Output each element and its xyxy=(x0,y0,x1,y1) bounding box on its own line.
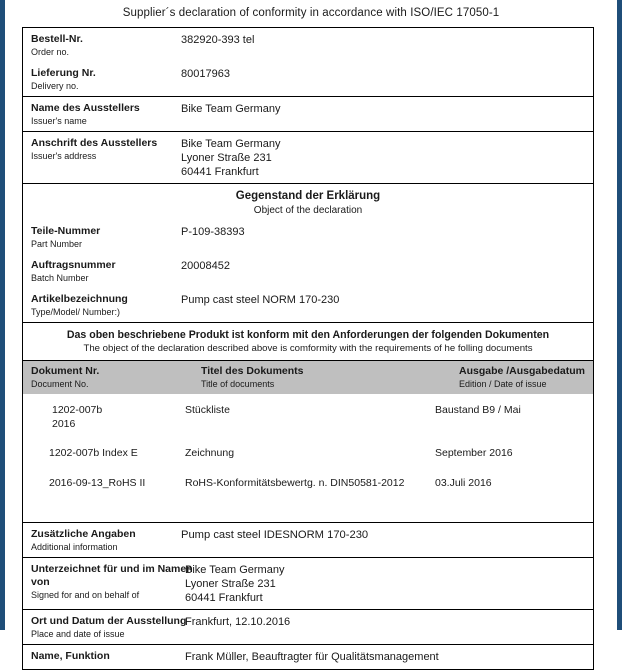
field-article-designation xyxy=(23,288,593,322)
field-batch-number xyxy=(23,254,593,288)
table-row-edition-wrap: 2016 xyxy=(52,417,76,430)
field-part-number xyxy=(23,220,593,254)
field-issuer-name-values xyxy=(179,102,593,117)
documents-table-header-document-no-de: Dokument Nr. xyxy=(31,365,100,377)
conformity-statement-de: Das oben beschriebene Produkt ist konform mit den Anforderungen der folgenden Dokumenten xyxy=(66,329,550,341)
table-row xyxy=(23,477,593,491)
field-issuer-name-label-de: Name des Ausstellers xyxy=(31,102,140,114)
band-signed-for xyxy=(23,558,593,610)
documents-table-header-title xyxy=(193,361,451,394)
field-place-date-of-issue-value: Frankfurt, 12.10.2016 xyxy=(185,616,291,628)
conformity-statement-en: The object of the declaration described above is comformity with the requirements of he folling documents xyxy=(83,343,533,354)
field-issuer-address-line-1: Bike Team Germany xyxy=(181,138,281,150)
field-order-no-label-en: Order no. xyxy=(31,47,70,57)
field-batch-number-values xyxy=(179,259,593,274)
table-row-edition: September 2016 xyxy=(435,447,513,459)
documents-table-header-title-en: Title of documents xyxy=(201,379,275,389)
page-title: Supplier´s declaration of conformity in accordance with ISO/IEC 17050-1 xyxy=(122,7,500,19)
page-edge-bar-left xyxy=(0,0,5,630)
field-batch-number-labels xyxy=(23,259,179,284)
table-row-title: Zeichnung xyxy=(185,447,235,459)
field-place-date-of-issue-values xyxy=(183,615,593,630)
documents-table-head xyxy=(23,361,593,394)
field-additional-information-labels xyxy=(23,528,179,553)
field-issuer-name-label-en: Issuer's name xyxy=(31,116,87,126)
field-place-date-of-issue-label-en: Place and date of issue xyxy=(31,629,125,639)
field-batch-number-value: 20008452 xyxy=(181,260,230,272)
band-name-function xyxy=(23,645,593,669)
field-signed-for-label-en: Signed for and on behalf of xyxy=(31,590,140,600)
table-row-title: Stückliste xyxy=(185,404,230,416)
documents-table-header-edition-de: Ausgabe /Ausgabedatum xyxy=(459,365,586,377)
conformity-statement xyxy=(23,323,593,360)
field-issuer-address-line-3: 60441 Frankfurt xyxy=(181,166,259,178)
field-signed-for-values xyxy=(183,563,593,605)
field-signed-for-label-de-line-1: Unterzeichnet für und im Namen xyxy=(31,563,193,575)
table-row-document-no: 1202-007b Index E xyxy=(49,447,138,459)
field-article-designation-label-en: Type/Model/ Number:) xyxy=(31,307,121,317)
field-issuer-name-labels xyxy=(23,102,179,127)
field-order-no-value: 382920-393 tel xyxy=(181,34,255,46)
documents-table xyxy=(23,361,593,394)
field-issuer-name-value: Bike Team Germany xyxy=(181,103,281,115)
field-batch-number-label-en: Batch Number xyxy=(31,273,89,283)
field-signed-for-label-de-line-2: von xyxy=(31,576,50,588)
field-additional-information-label-de: Zusätzliche Angaben xyxy=(31,528,136,540)
field-place-date-of-issue xyxy=(23,610,593,644)
field-delivery-no-values xyxy=(179,67,593,82)
field-order-no xyxy=(23,28,593,62)
table-row xyxy=(23,404,593,431)
band-conformity-statement xyxy=(23,323,593,361)
field-issuer-address-label-en: Issuer's address xyxy=(31,151,97,161)
field-place-date-of-issue-labels xyxy=(23,615,187,640)
field-part-number-values xyxy=(179,225,593,240)
field-delivery-no xyxy=(23,62,593,96)
field-part-number-value: P-109-38393 xyxy=(181,226,245,238)
field-signed-for-line-2: Lyoner Straße 231 xyxy=(185,578,276,590)
field-name-function-value: Frank Müller, Beauftragter für Qualitätsmanagement xyxy=(185,651,439,663)
field-order-no-label-de: Bestell-Nr. xyxy=(31,33,83,45)
field-delivery-no-label-de: Lieferung Nr. xyxy=(31,67,96,79)
field-additional-information-value: Pump cast steel IDESNORM 170-230 xyxy=(181,529,369,541)
field-delivery-no-label-en: Delivery no. xyxy=(31,81,79,91)
field-part-number-labels xyxy=(23,225,179,250)
table-row-document-no xyxy=(23,404,185,431)
field-name-function-label-de: Name, Funktion xyxy=(31,650,110,662)
field-part-number-label-en: Part Number xyxy=(31,239,83,249)
documents-table-header-document-no xyxy=(23,361,193,394)
page-edge-bar-right xyxy=(617,0,622,630)
field-signed-for xyxy=(23,558,593,609)
field-order-no-values xyxy=(179,33,593,48)
field-name-function xyxy=(23,645,593,669)
band-place-date-of-issue xyxy=(23,610,593,645)
field-additional-information-label-en: Additional information xyxy=(31,542,118,552)
documents-table-header-edition-en: Edition / Date of issue xyxy=(459,379,547,389)
field-issuer-address xyxy=(23,132,593,183)
field-additional-information xyxy=(23,523,593,557)
documents-table-header-edition xyxy=(451,361,593,394)
field-name-function-labels xyxy=(23,650,183,663)
field-issuer-address-labels xyxy=(23,137,179,162)
band-order-delivery xyxy=(23,28,593,97)
table-row-title: RoHS-Konformitätsbewertg. n. DIN50581-2012 xyxy=(185,476,405,489)
field-additional-information-values xyxy=(179,528,593,543)
field-delivery-no-labels xyxy=(23,67,179,92)
band-additional-information xyxy=(23,523,593,558)
field-signed-for-labels xyxy=(23,563,193,601)
field-issuer-name xyxy=(23,97,593,131)
field-article-designation-label-de: Artikelbezeichnung xyxy=(31,293,128,305)
object-of-declaration-heading xyxy=(23,184,593,220)
object-of-declaration-heading-de: Gegenstand der Erklärung xyxy=(235,190,381,202)
field-name-function-values xyxy=(183,650,593,665)
band-object-of-declaration xyxy=(23,184,593,323)
field-issuer-address-line-2: Lyoner Straße 231 xyxy=(181,152,272,164)
documents-table-header-document-no-en: Document No. xyxy=(31,379,89,389)
field-order-no-labels xyxy=(23,33,179,58)
field-part-number-label-de: Teile-Nummer xyxy=(31,225,101,237)
conformity-declaration-form xyxy=(22,27,594,670)
table-row xyxy=(23,447,593,461)
documents-table-body xyxy=(23,394,593,522)
documents-table-header-title-de: Titel des Dokuments xyxy=(201,365,304,377)
table-row-document-no-value: 1202-007b xyxy=(52,404,103,416)
field-delivery-no-value: 80017963 xyxy=(181,68,230,80)
field-issuer-address-values xyxy=(179,137,593,179)
table-row-edition: Baustand B9 / Mai xyxy=(435,404,521,416)
field-place-date-of-issue-label-de: Ort und Datum der Ausstellung xyxy=(31,615,187,627)
field-batch-number-label-de: Auftragsnummer xyxy=(31,259,116,271)
field-article-designation-values xyxy=(179,293,593,308)
object-of-declaration-heading-en: Object of the declaration xyxy=(253,205,363,216)
field-signed-for-line-3: 60441 Frankfurt xyxy=(185,592,263,604)
field-article-designation-value: Pump cast steel NORM 170-230 xyxy=(181,294,340,306)
field-signed-for-line-1: Bike Team Germany xyxy=(185,564,285,576)
field-issuer-address-label-de: Anschrift des Ausstellers xyxy=(31,137,158,149)
band-issuer-address xyxy=(23,132,593,184)
table-row-edition: 03.Juli 2016 xyxy=(435,476,492,489)
band-documents-table xyxy=(23,361,593,523)
documents-table-header-row xyxy=(23,361,593,394)
band-issuer-name xyxy=(23,97,593,132)
field-article-designation-labels xyxy=(23,293,179,318)
table-row-document-no: 2016-09-13_RoHS II xyxy=(49,476,146,489)
